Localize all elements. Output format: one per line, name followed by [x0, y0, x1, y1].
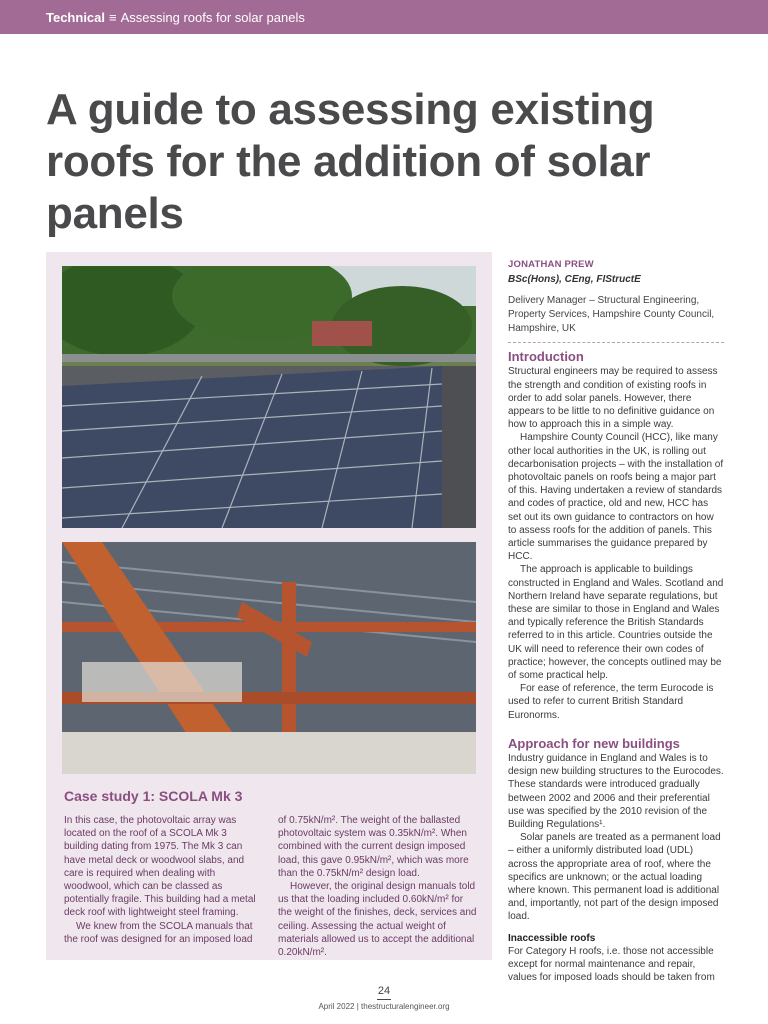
divider: [508, 342, 724, 343]
new-buildings-heading: Approach for new buildings: [508, 735, 680, 751]
case-study-title: Case study 1: SCOLA Mk 3: [64, 788, 243, 804]
solar-array-photo: [62, 266, 476, 528]
paragraph: We knew from the SCOLA manuals that the roof was designed for an imposed load: [64, 920, 253, 945]
page-number: 24: [377, 985, 391, 997]
paragraph: The approach is applicable to buildings constructed in England and Wales. Scotland and Northern Ireland have separate regulations, but these are similar to those in England and Wales and typically reference the British Standards referred to in this article. Countries outside the UK will need to reference their own codes of practice; however, the concepts outlined may be of some practical help.: [508, 564, 724, 682]
author-role: Delivery Manager – Structural Engineering, Property Services, Hampshire County Council, Hampshire, UK: [508, 295, 715, 335]
author-qualifications: BSc(Hons), CEng, FIStructE: [508, 274, 641, 286]
paragraph: However, the original design manuals told us that the loading included 0.60kN/m² for the weight of the finishes, deck, services and ceiling. Assessing the actual weight of materials allowed us to accept the additional 0.20kN/m².: [278, 881, 477, 959]
footer-info: [0, 1002, 768, 1011]
section-topic: Assessing roofs for solar panels: [120, 9, 305, 25]
paragraph: For ease of reference, the term Eurocode is used to refer to current British Standard Euronorms.: [508, 683, 714, 721]
case-study-column-2: [278, 814, 478, 959]
paragraph: Solar panels are treated as a permanent load – either a uniformly distributed load (UDL) across the appropriate area of roof, where the specifics are unknown; or the actual loading where known. This permanent load is additional and, importantly, not part of the design imposed load.: [508, 832, 721, 923]
page-footer: [0, 985, 768, 1011]
menu-icon: ≡: [109, 9, 117, 25]
section-label: Technical: [46, 9, 106, 25]
inaccessible-roofs-heading: Inaccessible roofs: [508, 932, 596, 944]
section-header-bar: [0, 0, 768, 34]
case-study-panel: [46, 252, 492, 960]
roof-steel-framing-photo: [62, 542, 476, 774]
paragraph: of 0.75kN/m². The weight of the ballasted photovoltaic system was 0.35kN/m². When combined with the current design imposed load, this gave 0.95kN/m², which was more than the 0.75kN/m² design load.: [278, 815, 469, 879]
case-study-column-1: [64, 814, 264, 946]
paragraph: In this case, the photovoltaic array was located on the roof of a SCOLA Mk 3 building dating from 1975. The Mk 3 can have metal deck or woodwool slabs, and care is required when dealing with woodwool, which can be classed as potentially fragile. This building had a metal deck roof with lightweight steel framing.: [64, 815, 256, 919]
introduction-heading: Introduction: [508, 349, 584, 365]
website-link[interactable]: thestructuralengineer.org: [361, 1002, 450, 1011]
paragraph: Structural engineers may be required to assess the strength and condition of existing roofs in order to add solar panels. However, there appears to be little to no definitive guidance on how to approach this in a simple way.: [508, 366, 718, 431]
author-name: JONATHAN PREW: [508, 259, 594, 270]
divider: [377, 999, 391, 1000]
paragraph: For Category H roofs, i.e. those not accessible except for normal maintenance and repair, values for imposed loads should be taken from: [508, 945, 715, 984]
paragraph: Hampshire County Council (HCC), like many other local authorities in the UK, is rolling out decarbonisation projects – with the installation of photovoltaic panels on roofs being a major part of this. Having undertaken a review of standards and codes of practice, old and new, HCC has set out its own guidance to contractors on how to assess roofs for the addition of panels. This article summarises the guidance prepared by HCC.: [508, 432, 724, 563]
article-body-column: [508, 258, 724, 984]
paragraph: Industry guidance in England and Wales is to design new building structures to the Eurocodes. These standards were introduced gradually between 2002 and 2006 and their preferential use was specified by the 2010 revision of the Building Regulations¹.: [508, 752, 724, 830]
issue-date: April 2022: [318, 1002, 355, 1011]
article-headline: A guide to assessing existing roofs for the addition of solar panels: [46, 85, 655, 238]
footer-divider: |: [356, 1002, 359, 1011]
